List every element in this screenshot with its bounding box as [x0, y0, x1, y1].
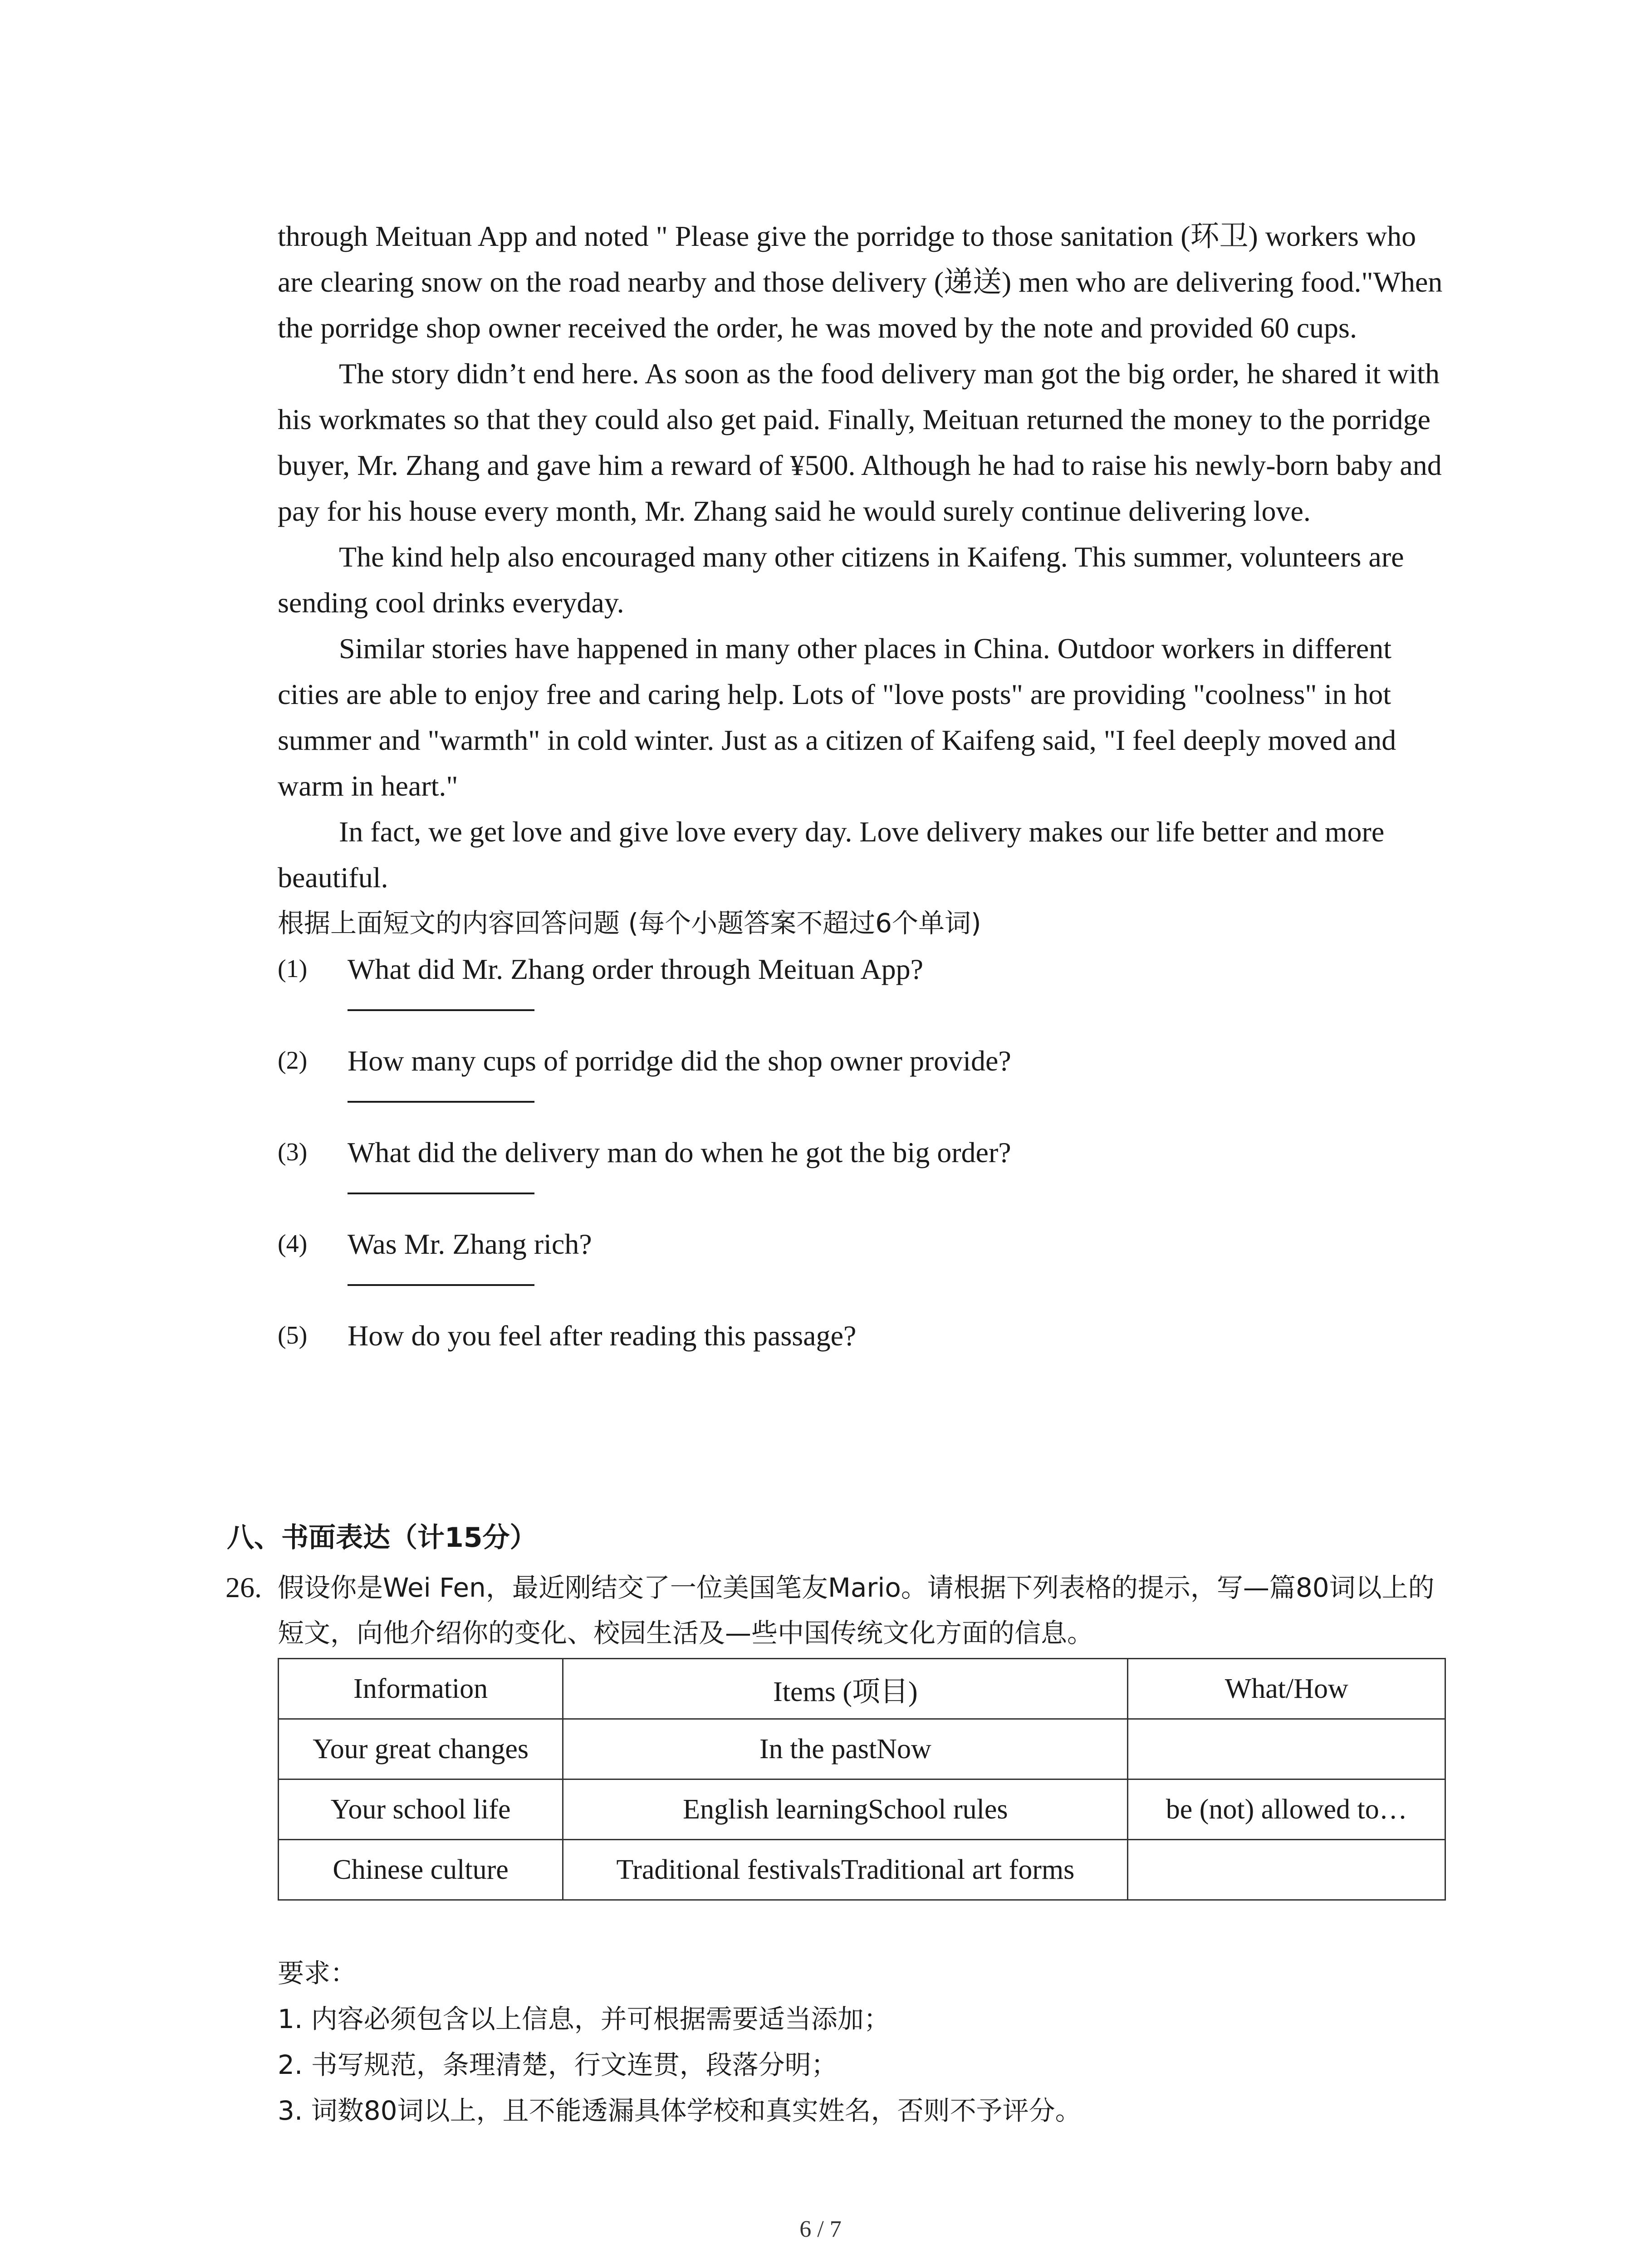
table-header-cell: Information — [279, 1659, 563, 1719]
reading-passage — [278, 213, 1457, 1359]
table-cell: English learningSchool rules — [563, 1779, 1128, 1840]
question-number: (2) — [278, 1046, 308, 1075]
requirement-item: 3. 词数80词以上，且不能透漏具体学校和真实姓名，否则不予评分。 — [278, 2095, 1082, 2126]
table-row — [279, 1840, 1445, 1900]
table-cell: Your school life — [279, 1779, 563, 1840]
table-cell: Traditional festivalsTraditional art forms — [563, 1840, 1128, 1900]
table-header-cell: Items (项目) — [563, 1659, 1128, 1719]
answer-blank-row — [278, 992, 1457, 1038]
question-item — [278, 1221, 1457, 1267]
question-instruction: 根据上面短文的内容回答问题 (每个小题答案不超过6个单词) — [278, 908, 981, 938]
question-item — [278, 1313, 1457, 1359]
table-row — [279, 1779, 1445, 1840]
question-list — [278, 946, 1457, 1359]
answer-blank[interactable] — [348, 1009, 534, 1011]
table-cell: be (not) allowed to… — [1128, 1779, 1445, 1840]
answer-blank[interactable] — [348, 1193, 534, 1194]
requirement-item: 2. 书写规范，条理清楚，行文连贯，段落分明； — [278, 2049, 838, 2080]
table-cell — [1128, 1840, 1445, 1900]
question-text: What did Mr. Zhang order through Meituan App? — [348, 953, 924, 985]
question-item — [278, 946, 1457, 992]
info-table — [278, 1658, 1446, 1901]
table-cell: Chinese culture — [279, 1840, 563, 1900]
table-cell: In the pastNow — [563, 1719, 1128, 1779]
question-item — [278, 1129, 1457, 1175]
passage-paragraph-4: Similar stories have happened in many other places in China. Outdoor workers in different cities are able to enjoy free and caring help. Lots of "love posts" are providing "coolness" in hot summer and "warmth" in cold winter. Just as a citizen of Kaifeng said, "I feel deeply moved and warm in heart." — [278, 632, 1396, 802]
page-number: 6 / 7 — [799, 2216, 842, 2242]
requirement-item: 1. 内容必须包含以上信息，并可根据需要适当添加； — [278, 2004, 890, 2034]
task-prompt: 假设你是Wei Fen，最近刚结交了一位美国笔友Mario。请根据下列表格的提示，写—篇80词以上的短文，向他介绍你的变化、校园生活及—些中国传统文化方面的信息。 — [278, 1572, 1435, 1648]
question-number: (3) — [278, 1138, 308, 1166]
answer-blank[interactable] — [348, 1101, 534, 1103]
table-cell: Your great changes — [279, 1719, 563, 1779]
answer-blank-row — [278, 1175, 1457, 1221]
question-text: What did the delivery man do when he got the big order? — [348, 1136, 1011, 1168]
question-number: (4) — [278, 1230, 308, 1258]
question-text: How many cups of porridge did the shop owner provide? — [348, 1045, 1011, 1077]
passage-paragraph-3: The kind help also encouraged many other citizens in Kaifeng. This summer, volunteers are sending cool drinks everyday. — [278, 541, 1404, 619]
answer-blank[interactable] — [348, 1284, 534, 1286]
section-heading: 八、书面表达（计15分） — [227, 1522, 537, 1554]
passage-paragraph-2: The story didn’t end here. As soon as the food delivery man got the big order, he shared it with his workmates so that they could also get paid. Finally, Meituan returned the money to the porridge buyer, Mr. Zhang and gave him a reward of ¥500. Although he had to raise his newly-born baby and pay for his house every month, Mr. Zhang said he would surely continue delivering love. — [278, 357, 1442, 527]
answer-blank-row — [278, 1084, 1457, 1129]
table-header-row — [279, 1659, 1445, 1719]
question-text: How do you feel after reading this passage? — [348, 1320, 857, 1352]
answer-blank-row — [278, 1267, 1457, 1313]
table-row — [279, 1719, 1445, 1779]
passage-paragraph-1: through Meituan App and noted " Please give the porridge to those sanitation (环卫) workers who are clearing snow on the road nearby and those delivery (递送) men who are delivering food."When the porridge shop owner received the order, he was moved by the note and provided 60 cups. — [278, 220, 1443, 344]
passage-paragraph-5: In fact, we get love and give love every day. Love delivery makes our life better and more beautiful. — [278, 816, 1385, 894]
requirements-title: 要求： — [278, 1958, 357, 1989]
requirements — [278, 1950, 1457, 2134]
question-item — [278, 1038, 1457, 1084]
question-text: Was Mr. Zhang rich? — [348, 1228, 592, 1260]
task-number: 26. — [225, 1571, 262, 1603]
table-header-cell: What/How — [1128, 1659, 1445, 1719]
question-number: (5) — [278, 1321, 308, 1349]
table-cell — [1128, 1719, 1445, 1779]
question-number: (1) — [278, 955, 308, 983]
